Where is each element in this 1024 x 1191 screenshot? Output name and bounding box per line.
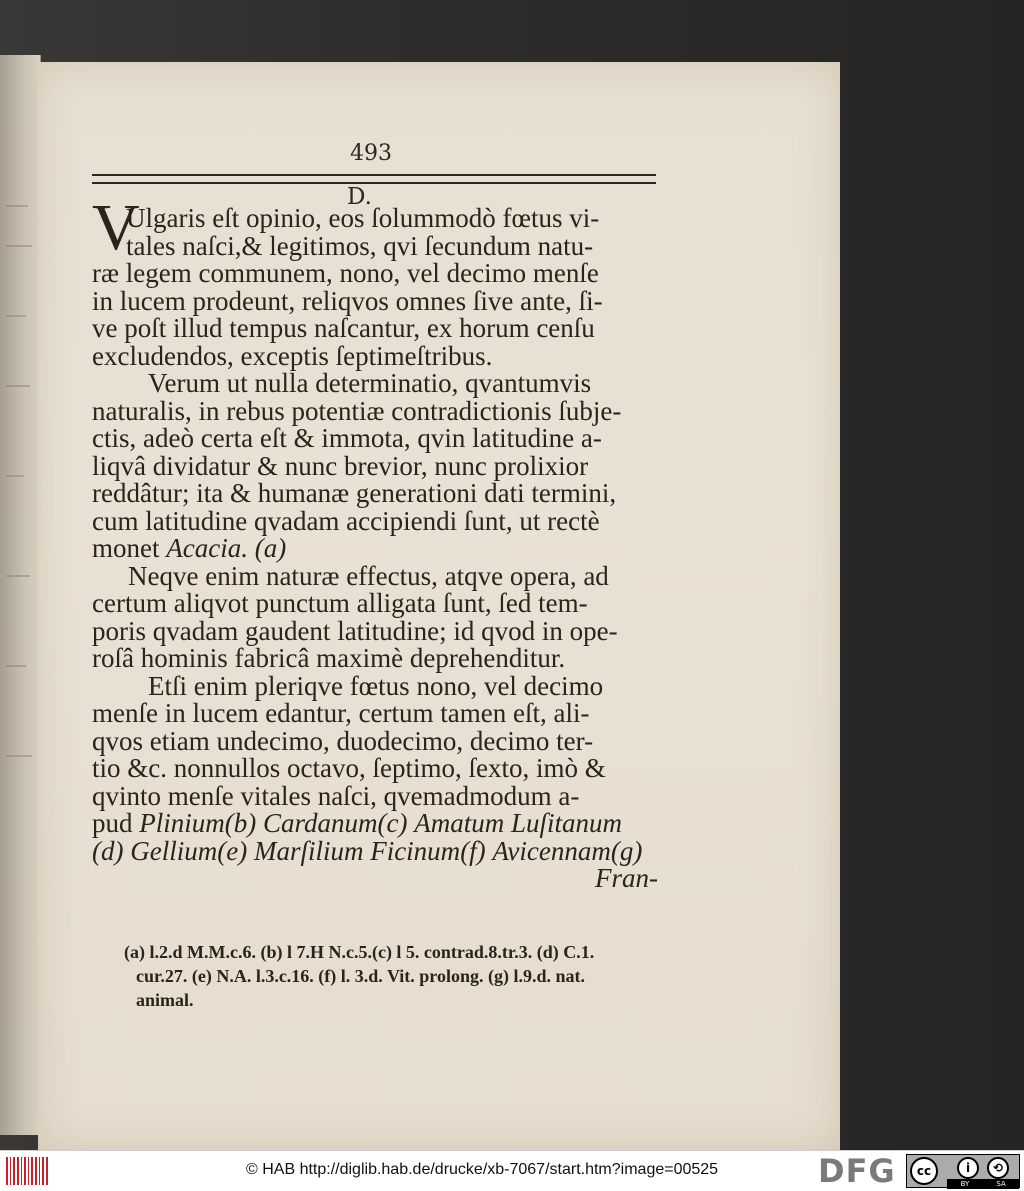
text-line xyxy=(92,810,658,838)
footnote-ref: (g) xyxy=(610,835,643,866)
footnote-ref: (f) xyxy=(460,835,486,866)
cc-license-badge[interactable] xyxy=(906,1154,1020,1188)
cc-icon: cc xyxy=(910,1157,938,1185)
text-line: qvos etiam undecimo, duodecimo, decimo ter- xyxy=(92,725,594,756)
text-line: menſe in lucem edantur, certum tamen eſt, ali- xyxy=(92,698,590,728)
drop-cap: V xyxy=(92,191,140,264)
text-line: in lucem prodeunt, reliqvos omnes ſive ante, ſi- xyxy=(92,285,603,316)
text-line: tio &c. nonnullos octavo, ſeptimo, ſexto, imò & xyxy=(92,753,606,783)
text-line: Neqve enim naturæ effectus, atqve opera, ad xyxy=(128,560,609,591)
source-link[interactable]: © HAB http://diglib.hab.de/drucke/xb-7067/start.htm?image=00525 xyxy=(246,1161,719,1178)
text-line: cum latitudine qvadam accipiendi ſunt, ut rectè xyxy=(92,505,600,536)
citation-amatum: Amatum Luſitanum xyxy=(414,808,622,838)
citation-gellium: Gellium xyxy=(130,835,218,866)
text-line: ræ legem communem, nono, vel decimo menſe xyxy=(92,258,599,288)
text-line: ve poſt illud tempus naſcantur, ex horum cenſu xyxy=(92,313,595,343)
text-line: Etſi enim pleriqve fœtus nono, vel decimo xyxy=(148,670,604,701)
text-line: qvinto menſe vitales naſci, qvemadmodum a- xyxy=(92,780,580,811)
citation-plinium: Plinium xyxy=(139,808,225,838)
footnote-ref: (a) xyxy=(254,533,287,563)
dfg-logo[interactable]: DFG xyxy=(818,1152,896,1190)
body-text xyxy=(92,205,658,893)
text-line: poris qvadam gaudent latitudine; id qvod in ope- xyxy=(92,615,618,646)
footnote-ref: (b) xyxy=(224,808,257,838)
text-line: Verum ut nulla determinatio, qvantumvis xyxy=(148,368,592,398)
text-line xyxy=(92,835,658,866)
citation-acacia: Acacia. xyxy=(166,533,248,563)
text-line: Ulgaris eſt opinio, eos ſolummodò fœtus vi- xyxy=(126,203,600,233)
previous-page-edge xyxy=(0,55,41,1135)
footnote-ref: (c) xyxy=(377,808,408,838)
catchword xyxy=(92,865,658,893)
text-line: certum aliqvot punctum alligata ſunt, ſed tem- xyxy=(92,588,588,618)
catchword-text: Fran- xyxy=(595,863,658,893)
footnotes xyxy=(124,940,660,1012)
text-line: excludendos, exceptis ſeptimeſtribus. xyxy=(92,340,493,371)
attribution-icon: i xyxy=(957,1157,979,1179)
sa-label: SA xyxy=(983,1179,1019,1189)
citation-cardanum: Cardanum xyxy=(262,808,378,838)
share-alike-icon: ⟲ xyxy=(987,1157,1009,1179)
text-line: reddâtur; ita & humanæ generationi dati termini, xyxy=(92,478,617,508)
text-line: tales naſci,& legitimos, qvi ſecundum natu- xyxy=(126,230,594,261)
signature-letter: D. xyxy=(347,184,372,210)
footnote-line: (a) l.2.d M.M.c.6. (b) l 7.H N.c.5.(c) l 5. contrad.8.tr.3. (d) C.1. xyxy=(124,942,595,962)
footer-bar xyxy=(0,1150,1024,1191)
footnote-line: animal. xyxy=(136,990,194,1010)
citation-marsilium: Marſilium Ficinum xyxy=(253,835,461,866)
text-line: liqvâ dividatur & nunc brevior, nunc prolixior xyxy=(92,450,589,481)
text-line: roſâ hominis fabricâ maximè deprehenditur. xyxy=(92,643,566,673)
footnote-line: cur.27. (e) N.A. l.3.c.16. (f) l. 3.d. Vit. prolong. (g) l.9.d. nat. xyxy=(136,966,585,986)
text-line xyxy=(92,535,658,563)
footnote-ref: (d) xyxy=(92,835,124,866)
text-line: naturalis, in rebus potentiæ contradictionis ſubje- xyxy=(92,395,622,426)
page-number: 493 xyxy=(350,141,392,166)
text-fragment: pud xyxy=(92,808,133,838)
citation-avicennam: Avicennam xyxy=(492,835,611,866)
footnote-ref: (e) xyxy=(217,835,248,866)
text-fragment: monet xyxy=(92,533,160,563)
hab-logo-icon[interactable] xyxy=(6,1157,48,1185)
header-rule xyxy=(92,174,656,184)
text-line: ctis, adeò certa eſt & immota, qvin latitudine a- xyxy=(92,423,602,453)
by-label: BY xyxy=(947,1179,983,1189)
